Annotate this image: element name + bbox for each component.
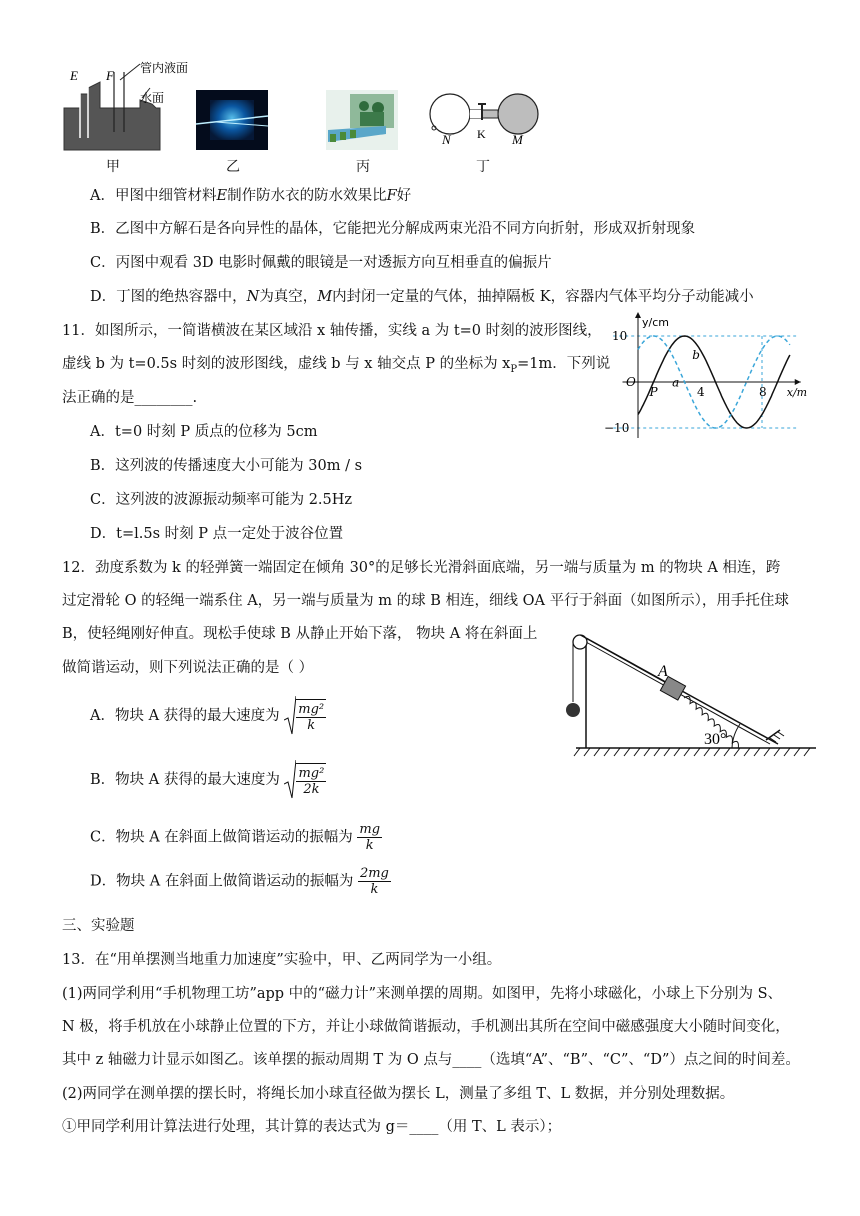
wave-chart — [600, 308, 810, 438]
x-axis-label: x/m — [786, 386, 808, 399]
q13-stem-line2: (1)两同学利用“手机物理工坊”app 中的“磁力计”来测单摆的周期。如图甲，先将小球磁化，小球上下分别为 S、 — [62, 986, 783, 1002]
point-P-label: P — [649, 385, 658, 399]
q12-stem-line3: B，使轻绳刚好伸直。现松手使球 B 从静止开始下落， 物块 A 将在斜面上 — [62, 626, 538, 642]
label-E: E — [70, 68, 78, 83]
label-tube-liquid: 管内液面 — [140, 61, 189, 75]
q11-stem-line3: 法正确的是________. — [62, 390, 198, 406]
y-axis-arrow — [635, 312, 641, 318]
figure-yi-calcite-photo — [196, 90, 268, 150]
label-N: N — [442, 132, 451, 147]
figure-ding-insulated-container — [426, 90, 546, 150]
sqrt-expression: $\frac{\text{mg²}}{2k}$ — [284, 760, 326, 800]
y-tick-10: 10 — [612, 329, 628, 343]
q10-option-d: D．丁图的绝热容器中，N为真空，M内封闭一定量的气体，抽掉隔板 K，容器内气体平均分子动能减小 — [90, 289, 754, 305]
label-M: M — [512, 132, 523, 147]
label-block-A: A — [658, 663, 668, 680]
label-water-surface: 水面 — [140, 91, 165, 105]
q10-option-c: C．丙图中观看 3D 电影时佩戴的眼镜是一对透振方向互相垂直的偏振片 — [90, 255, 552, 271]
q12-option-b: B．物块 A 获得的最大速度为 $\frac{\text{mg²}}{2k}$ — [90, 760, 326, 800]
caption-bing: 丙 — [356, 159, 370, 175]
q13-stem-line6: ①甲同学利用计算法进行处理，其计算的表达式为 g＝____（用 T、L 表示）； — [62, 1119, 562, 1135]
series-a-label: a — [672, 375, 680, 390]
q13-stem-line1: 13．在“用单摆测当地重力加速度”实验中，甲、乙两同学为一小组。 — [62, 952, 502, 968]
figure-incline-pulley — [556, 624, 822, 764]
label-F: F — [106, 68, 114, 83]
q12-option-c: C．物块 A 在斜面上做简谐运动的振幅为 $\frac{mg}{k}$ — [90, 822, 381, 853]
q11-option-c: C．这列波的波源振动频率可能为 2.5Hz — [90, 492, 353, 508]
y-axis-label: y/cm — [642, 316, 669, 329]
q12-stem-line4: 做简谐运动，则下列说法正确的是（ ） — [62, 660, 314, 676]
q11-stem-line1: 11．如图所示，一简谐横波在某区域沿 x 轴传播，实线 a 为 t=0 时刻的波形图线， — [62, 323, 602, 339]
q13-stem-line5: (2)两同学在测单摆的摆长时，将绳长加小球直径做为摆长 L，测量了多组 T、L 数据，并分别处理数据。 — [62, 1086, 735, 1102]
caption-jia: 甲 — [106, 159, 120, 175]
x-tick-4: 4 — [697, 385, 705, 399]
q10-option-b: B．乙图中方解石是各向异性的晶体，它能把光分解成两束光沿不同方向折射，形成双折射现象 — [90, 221, 696, 237]
q12-option-d: D．物块 A 在斜面上做简谐运动的振幅为 $\frac{2mg}{k}$ — [90, 866, 389, 897]
label-angle: 30° — [704, 731, 727, 748]
y-tick-minus10: −10 — [604, 421, 630, 435]
origin-label: O — [626, 375, 636, 389]
q12-stem-line2: 过定滑轮 O 的轻绳一端系住 A，另一端与质量为 m 的球 B 相连，细线 OA 平行于斜面（如图所示），用手托住球 — [62, 593, 789, 609]
figure-bing-3d-cinema — [326, 90, 398, 150]
q12-option-a: A．物块 A 获得的最大速度为 $\frac{\text{mg²}}{k}$ — [90, 696, 326, 736]
sqrt-expression: $\frac{\text{mg²}}{k}$ — [284, 696, 326, 736]
q11-stem-line2: 虚线 b 为 t=0.5s 时刻的波形图线，虚线 b 与 x 轴交点 P 的坐标为 $x_P=1m$．下列说 — [62, 356, 611, 375]
figure-jia-capillary — [60, 58, 200, 158]
q13-stem-line4: 其中 z 轴磁力计显示如图乙。该单摆的振动周期 T 为 O 点与____（选填“A”、“B”、“C”、“D”）点之间的时间差。 — [62, 1052, 800, 1068]
x-axis-arrow — [795, 379, 801, 385]
q11-option-a: A．t=0 时刻 P 质点的位移为 5cm — [90, 424, 318, 440]
x-tick-8: 8 — [759, 385, 767, 399]
q12-stem-line1: 12．劲度系数为 k 的轻弹簧一端固定在倾角 30°的足够长光滑斜面底端，另一端与质量为 m 的物块 A 相连，跨 — [62, 560, 781, 576]
section-title: 三、实验题 — [62, 918, 135, 934]
caption-yi: 乙 — [226, 159, 240, 175]
q13-stem-line3: N 极，将手机放在小球静止位置的下方，并让小球做简谐振动，手机测出其所在空间中磁感强度大小随时间变化， — [62, 1019, 790, 1035]
series-b-label: b — [692, 348, 700, 362]
label-K: K — [477, 127, 486, 141]
caption-ding: 丁 — [476, 159, 490, 175]
q11-option-d: D．t=l.5s 时刻 P 点一定处于波谷位置 — [90, 526, 344, 542]
q11-option-b: B．这列波的传播速度大小可能为 30m / s — [90, 458, 363, 474]
q10-option-a: A．甲图中细管材料E制作防水衣的防水效果比F好 — [90, 188, 412, 204]
